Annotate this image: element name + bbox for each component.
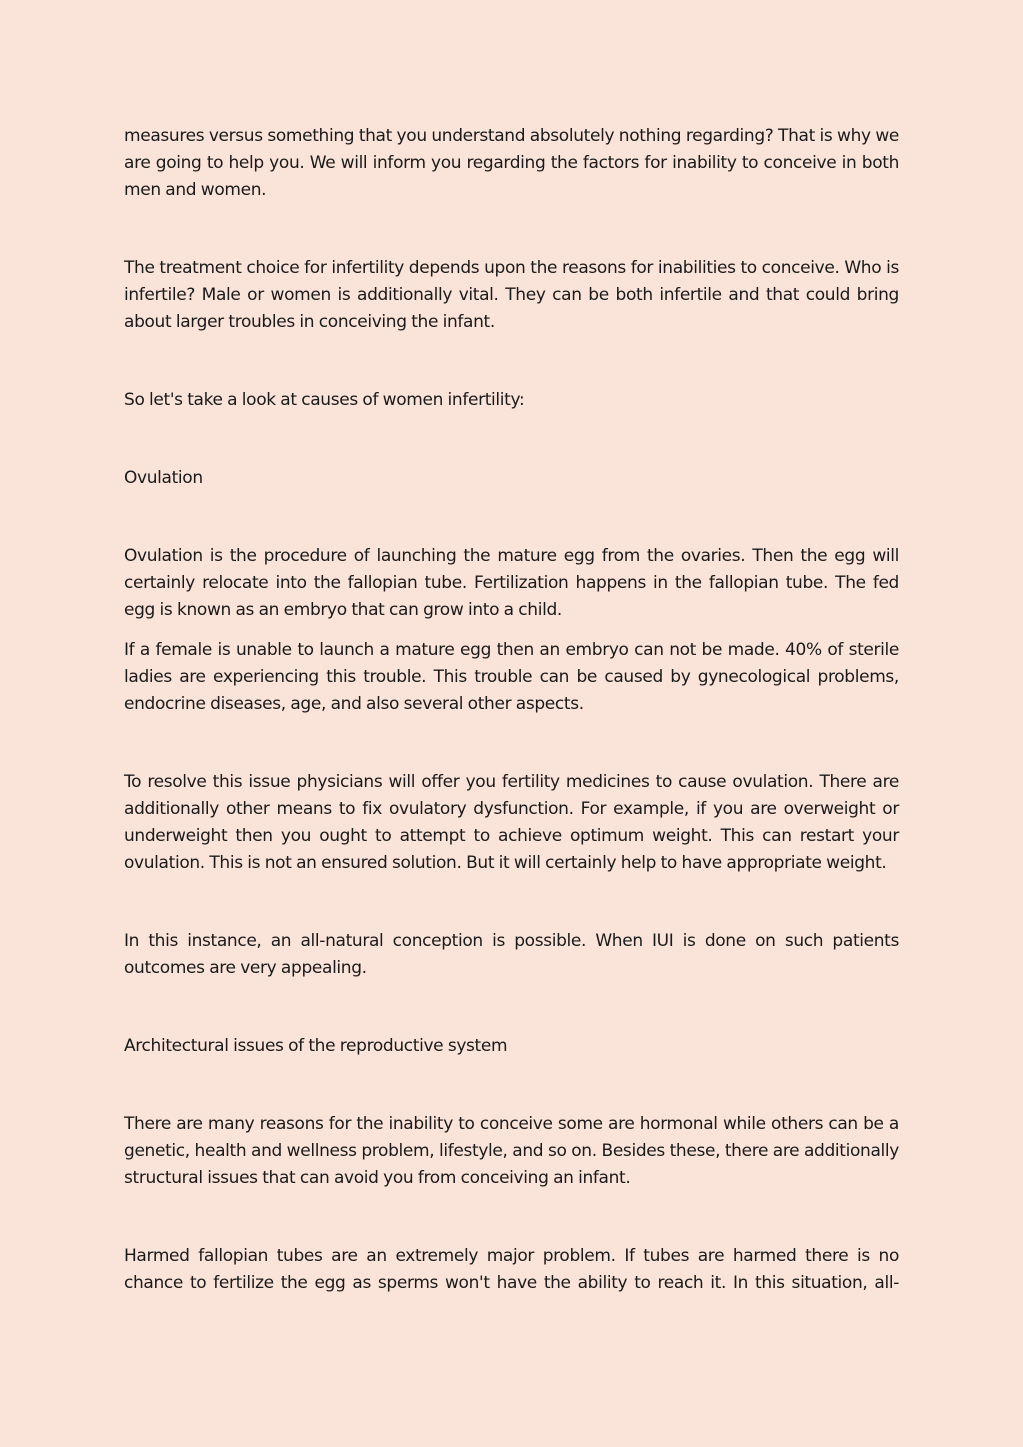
paragraph-causes-intro: So let's take a look at causes of women infertility: — [124, 390, 525, 410]
paragraph-ovulation-problem: If a female is unable to launch a mature egg then an embryo can not be made. 40% of sterile ladies are experiencing this trouble. This trouble can be caused by gynecological problems, endocrine diseases, age, and also several other aspects. — [124, 640, 899, 714]
paragraph-intro-continuation: measures versus something that you understand absolutely nothing regarding? That is why we are going to help you. We will inform you regarding the factors for inability to conceive in both men and women. — [124, 126, 899, 200]
paragraph-treatment-choice: The treatment choice for infertility depends upon the reasons for inabilities to conceive. Who is infertile? Male or women is additionally vital. They can be both infertile and that could bring about larger troubles in conceiving the infant. — [124, 258, 899, 332]
paragraph-ovulation-treatment: To resolve this issue physicians will offer you fertility medicines to cause ovulation. There are additionally other means to fix ovulatory dysfunction. For example, if you are overweight or underweight then you ought to attempt to achieve optimum weight. This can restart your ovulation. This is not an ensured solution. But it will certainly help to have appropriate weight. — [124, 772, 899, 873]
paragraph-structural-issues: There are many reasons for the inability to conceive some are hormonal while others can be a genetic, health and wellness problem, lifestyle, and so on. Besides these, there are additionally structural issues that can avoid you from conceiving an infant. — [124, 1114, 899, 1188]
heading-architectural-issues: Architectural issues of the reproductive system — [124, 1036, 508, 1056]
paragraph-ovulation-definition: Ovulation is the procedure of launching the mature egg from the ovaries. Then the egg will certainly relocate into the fallopian tube. Fertilization happens in the fallopian tube. The fed egg is known as an embryo that can grow into a child. — [124, 546, 899, 620]
paragraph-natural-conception: In this instance, an all-natural conception is possible. When IUI is done on such patients outcomes are very appealing. — [124, 931, 899, 978]
heading-ovulation: Ovulation — [124, 468, 203, 488]
document-body — [124, 123, 899, 1297]
paragraph-fallopian-tubes: Harmed fallopian tubes are an extremely major problem. If tubes are harmed there is no chance to fertilize the egg as sperms won't have the ability to reach it. In this situation, all- — [124, 1246, 899, 1293]
